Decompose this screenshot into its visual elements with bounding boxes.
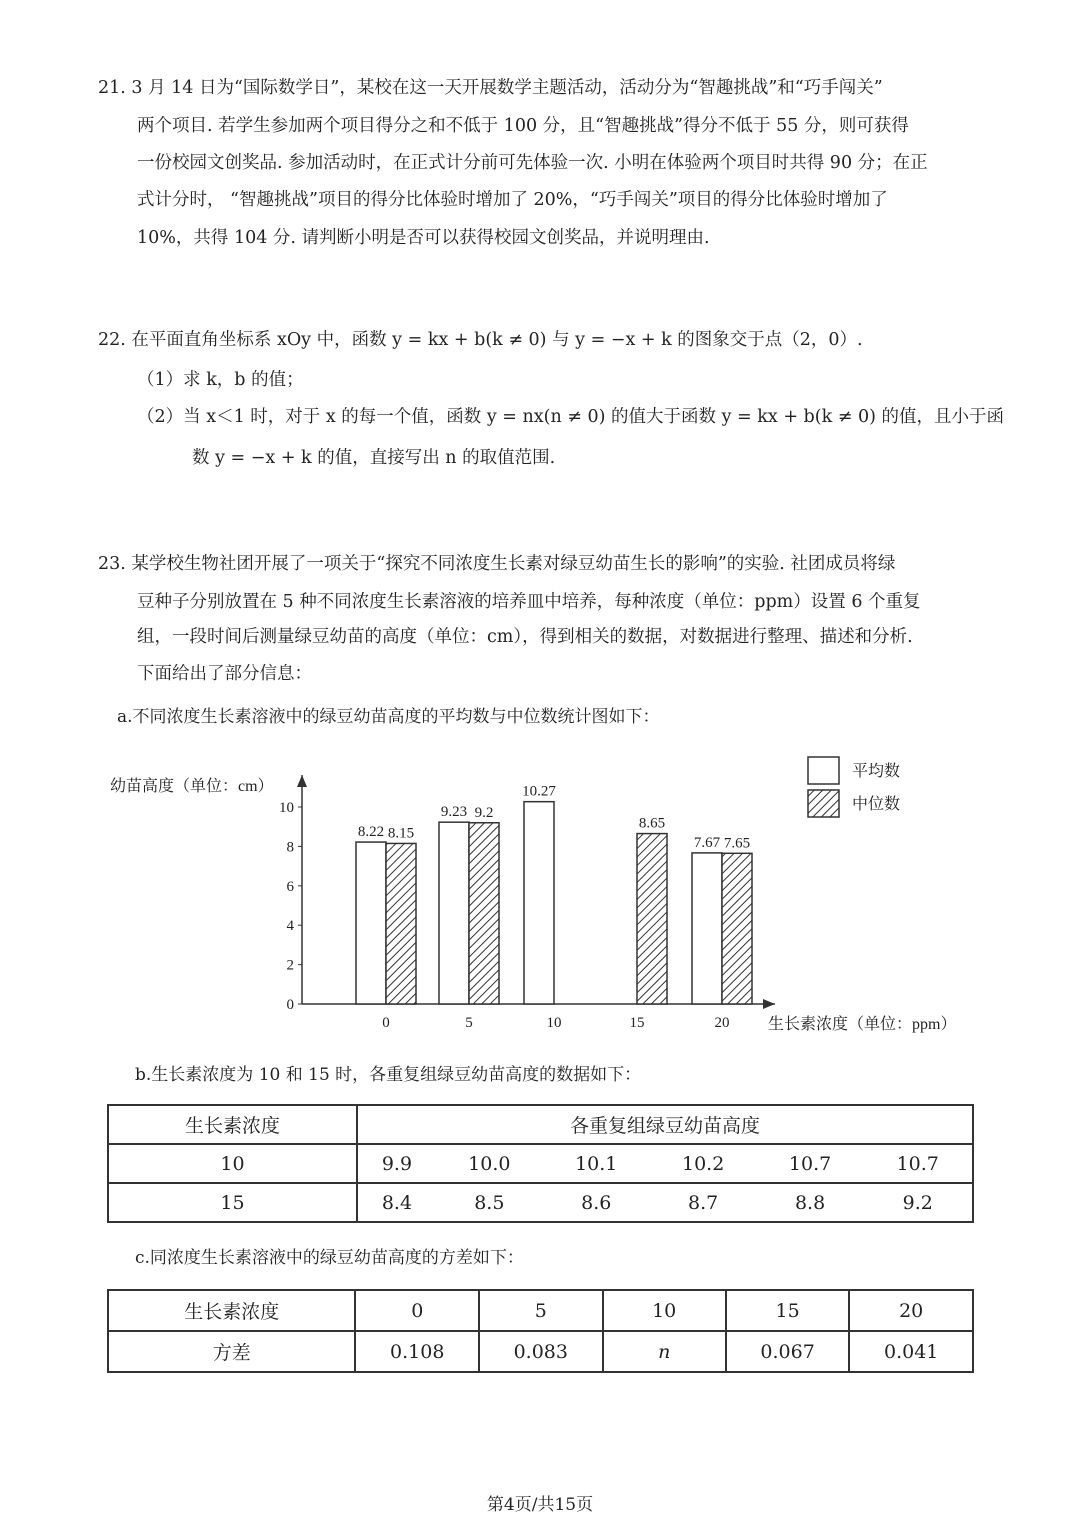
table-c-header-value: 15: [726, 1290, 850, 1331]
table-cell-height: 8.4: [357, 1183, 436, 1222]
bar-label-mean: 7.67: [693, 834, 721, 851]
y-axis-arrow: [297, 775, 307, 787]
x-tick-label: 10: [546, 1015, 562, 1031]
q23-line-3: 组，一段时间后测量绿豆幼苗的高度（单位：cm），得到相关的数据，对数据进行整理、描述和分析.: [137, 627, 913, 647]
table-cell-height: 10.0: [436, 1144, 543, 1183]
table-cell-height: 8.7: [650, 1183, 757, 1222]
y-tick-label: 6: [286, 878, 294, 895]
table-c-variance-cell: 0.067: [726, 1331, 850, 1372]
table-cell-concentration: 10: [108, 1144, 357, 1183]
table-c-header-concentration: 生长素浓度: [108, 1290, 355, 1331]
x-tick-label: 5: [465, 1015, 473, 1031]
table-cell-height: 10.2: [650, 1144, 757, 1183]
bar-median: [637, 834, 667, 1004]
table-cell-height: 9.9: [357, 1144, 436, 1183]
bar-median: [386, 843, 416, 1004]
table-b-header-concentration: 生长素浓度: [108, 1105, 357, 1144]
table-c-header-value: 20: [849, 1290, 973, 1331]
q21-line-3: 一份校园文创奖品. 参加活动时，在正式计分前可先体验一次. 小明在体验两个项目时共得 90 分；在正: [137, 153, 928, 173]
table-c-header-value: 5: [479, 1290, 603, 1331]
table-cell-concentration: 15: [108, 1183, 357, 1222]
q23-line-4: 下面给出了部分信息：: [137, 664, 312, 684]
bar-mean: [692, 853, 722, 1004]
x-tick-label: 0: [382, 1015, 390, 1031]
q23-part-a: a.不同浓度生长素溶液中的绿豆幼苗高度的平均数与中位数统计图如下：: [117, 707, 660, 727]
y-tick-label: 10: [279, 800, 294, 816]
table-row: [108, 1331, 973, 1372]
table-cell-height: 10.7: [864, 1144, 974, 1183]
table-c-variance-cell: 0.083: [479, 1331, 603, 1372]
x-tick-label: 15: [629, 1015, 645, 1031]
q22-part-1: （1）求 k，b 的值；: [137, 370, 304, 390]
bar-label-median: 7.65: [723, 835, 751, 852]
table-c-variance-cell: 0.041: [849, 1331, 973, 1372]
bar-label-median: 8.15: [387, 825, 415, 842]
y-tick-label: 8: [286, 839, 294, 856]
bar-label-mean: 9.23: [440, 804, 468, 821]
q22-part-2-cont: 数 y = −x + k 的值，直接写出 n 的取值范围.: [192, 448, 556, 468]
bar-label-mean: 8.22: [357, 824, 385, 841]
q23-line-1: 23. 某学校生物社团开展了一项关于“探究不同浓度生长素对绿豆幼苗生长的影响”的实验. 社团成员将绿: [98, 554, 896, 574]
x-axis-label: 生长素浓度（单位：ppm）: [768, 1016, 957, 1033]
table-cell-height: 10.1: [543, 1144, 650, 1183]
legend-label-mean: 平均数: [852, 763, 901, 780]
q21-line-5: 10%，共得 104 分. 请判断小明是否可以获得校园文创奖品，并说明理由.: [137, 228, 710, 248]
bar-label-median: 9.2: [474, 804, 494, 821]
q22-part-2: （2）当 x＜1 时，对于 x 的每一个值，函数 y = nx(n ≠ 0) 的值大于函数 y = kx + b(k ≠ 0) 的值，且小于函: [137, 407, 1004, 427]
bar-chart: [95, 745, 995, 1045]
table-c-header-value: 0: [355, 1290, 479, 1331]
table-c-row-label: 方差: [108, 1331, 355, 1372]
bar-median: [469, 823, 499, 1004]
table-c-header-value: 10: [603, 1290, 726, 1331]
variance-table: [107, 1289, 974, 1373]
legend-swatch-median: [808, 790, 839, 817]
bar-label-mean: 10.27: [522, 783, 556, 800]
table-header-row: [108, 1290, 973, 1331]
y-tick-label: 0: [286, 997, 294, 1013]
table-c-variance-cell: n: [603, 1331, 726, 1372]
table-cell-height: 8.6: [543, 1183, 650, 1222]
q21-line-1: 21. 3 月 14 日为“国际数学日”，某校在这一天开展数学主题活动，活动分为“智趣挑战”和“巧手闯关”: [98, 78, 883, 98]
table-cell-height: 8.8: [757, 1183, 864, 1222]
table-c-variance-cell: 0.108: [355, 1331, 479, 1372]
y-tick-label: 4: [286, 918, 294, 935]
legend-label-median: 中位数: [852, 796, 901, 813]
y-axis-label: 幼苗高度（单位：cm）: [110, 778, 274, 795]
table-cell-height: 10.7: [757, 1144, 864, 1183]
q21-line-4: 式计分时， “智趣挑战”项目的得分比体验时增加了 20%，“巧手闯关”项目的得分比体验时增加了: [137, 190, 888, 210]
height-data-table: [107, 1104, 974, 1223]
table-cell-height: 9.2: [864, 1183, 974, 1222]
bar-mean: [439, 822, 469, 1004]
q23-part-c: c.同浓度生长素溶液中的绿豆幼苗高度的方差如下：: [135, 1248, 524, 1268]
bar-mean: [524, 802, 554, 1004]
q22-line-1: 22. 在平面直角坐标系 xOy 中，函数 y = kx + b(k ≠ 0) 与 y = −x + k 的图象交于点（2，0）.: [98, 330, 863, 350]
bar-label-median: 8.65: [638, 815, 666, 832]
y-tick-label: 2: [286, 957, 294, 974]
q23-part-b: b.生长素浓度为 10 和 15 时，各重复组绿豆幼苗高度的数据如下：: [135, 1065, 642, 1085]
x-axis-arrow: [763, 999, 775, 1009]
q23-line-2: 豆种子分别放置在 5 种不同浓度生长素溶液的培养皿中培养，每种浓度（单位：ppm）设置 6 个重复: [137, 592, 921, 612]
x-tick-label: 20: [714, 1015, 730, 1031]
legend-swatch-mean: [808, 757, 839, 784]
table-row: [108, 1183, 973, 1222]
bar-mean: [356, 842, 386, 1004]
q21-line-2: 两个项目. 若学生参加两个项目得分之和不低于 100 分，且“智趣挑战”得分不低于 55 分，则可获得: [137, 116, 909, 136]
table-b-header-heights: 各重复组绿豆幼苗高度: [357, 1105, 973, 1144]
table-row: [108, 1144, 973, 1183]
table-cell-height: 8.5: [436, 1183, 543, 1222]
bar-median: [722, 853, 752, 1004]
page-footer: 第4页/共15页: [486, 1495, 594, 1515]
